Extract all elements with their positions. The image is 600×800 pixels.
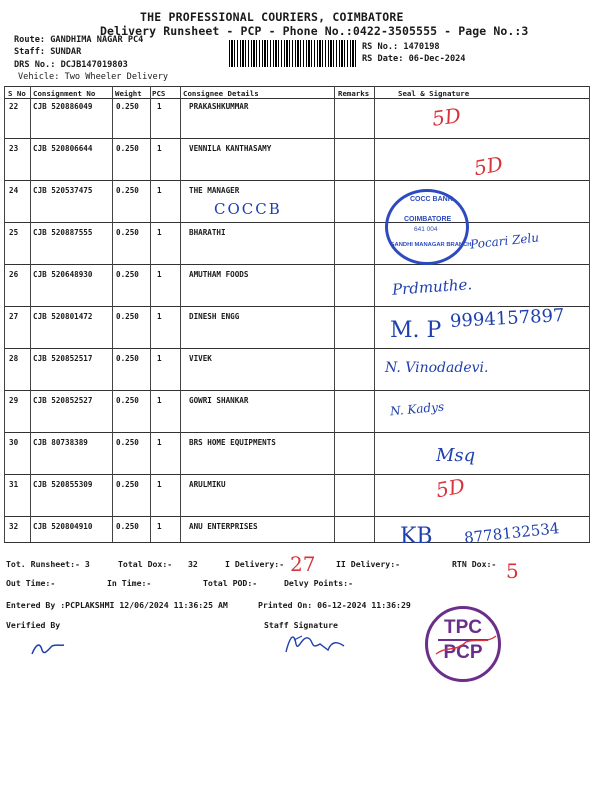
- row-consignment: CJB 520855309: [33, 480, 93, 489]
- row-consignment: CJB 520852527: [33, 396, 93, 405]
- staff-signature: [280, 626, 350, 658]
- stamp-top-text: COCC BANK: [410, 196, 453, 203]
- col-consignee-header: Consignee Details: [183, 89, 259, 98]
- handwritten-signature: M. P: [390, 318, 442, 343]
- col-pcs-header: PCS: [152, 89, 166, 98]
- row-consignee: AMUTHAM FOODS: [189, 270, 249, 279]
- row-sno: 22: [9, 102, 19, 111]
- row-pcs: 1: [157, 522, 162, 531]
- total-pod-label: Total POD:-: [203, 578, 258, 588]
- barcode: [229, 40, 356, 67]
- handwritten-signature: N. Kadys: [389, 399, 445, 419]
- handwritten-phone: 9994157897: [449, 305, 566, 332]
- handwritten-signature: Pocari Zelu: [469, 230, 540, 252]
- row-pcs: 1: [157, 186, 162, 195]
- stamp-pin: 641 004: [414, 226, 438, 233]
- i-delivery-label: I Delivery:-: [225, 559, 285, 569]
- row-consignment: CJB 520648930: [33, 270, 93, 279]
- row-weight: 0.250: [116, 438, 139, 447]
- handwritten-5d-mark: 5D: [434, 473, 467, 503]
- route-label: Route: GANDHIMA NAGAR PC4: [14, 35, 144, 45]
- row-consignee: ARULMIKU: [189, 480, 226, 489]
- row-consignee: BRS HOME EQUIPMENTS: [189, 438, 276, 447]
- bank-seal-stamp: [385, 189, 472, 265]
- row-weight: 0.250: [116, 270, 139, 279]
- row-pcs: 1: [157, 228, 162, 237]
- row-consignment: CJB 520852517: [33, 354, 93, 363]
- row-sno: 28: [9, 354, 19, 363]
- staff-signature-label: Staff Signature: [264, 620, 338, 630]
- rtn-dox-value: 5: [506, 559, 519, 583]
- row-consignment: CJB 520801472: [33, 312, 93, 321]
- row-weight: 0.250: [116, 396, 139, 405]
- row-weight: 0.250: [116, 102, 139, 111]
- row-consignee: VIVEK: [189, 354, 212, 363]
- row-sno: 24: [9, 186, 19, 195]
- row-consignment: CJB 520804910: [33, 522, 93, 531]
- row-weight: 0.250: [116, 144, 139, 153]
- row-consignment: CJB 520537475: [33, 186, 93, 195]
- runsheet-title: Delivery Runsheet - PCP - Phone No.:0422-3505555 - Page No.:3: [100, 24, 529, 38]
- row-weight: 0.250: [116, 186, 139, 195]
- row-sno: 27: [9, 312, 19, 321]
- row-consignment: CJB 520886049: [33, 102, 93, 111]
- delvy-points-label: Delvy Points:-: [284, 578, 354, 588]
- row-sno: 29: [9, 396, 19, 405]
- i-delivery-value: 27: [290, 552, 316, 576]
- col-remarks-header: Remarks: [338, 89, 370, 98]
- rtn-dox-label: RTN Dox:-: [452, 559, 497, 569]
- row-weight: 0.250: [116, 228, 139, 237]
- stamp-city: COIMBATORE: [404, 216, 452, 223]
- entered-by: Entered By :PCPLAKSHMI 12/06/2024 11:36:25 AM: [6, 600, 228, 610]
- row-pcs: 1: [157, 102, 162, 111]
- row-pcs: 1: [157, 396, 162, 405]
- printed-on: Printed On: 06-12-2024 11:36:29: [258, 600, 411, 610]
- row-weight: 0.250: [116, 354, 139, 363]
- row-weight: 0.250: [116, 312, 139, 321]
- verified-by-label: Verified By: [6, 620, 61, 630]
- drs-number: DRS No.: DCJB147019803: [14, 60, 128, 70]
- row-consignee: PRAKASHKUMMAR: [189, 102, 249, 111]
- handwritten-signature: Prdmuthe.: [391, 275, 473, 299]
- company-name: THE PROFESSIONAL COURIERS, COIMBATORE: [140, 10, 404, 24]
- handwritten-signature: N. Vinodadevi.: [385, 360, 489, 376]
- tot-runsheet: Tot. Runsheet:- 3: [6, 559, 90, 569]
- row-pcs: 1: [157, 438, 162, 447]
- row-sno: 26: [9, 270, 19, 279]
- out-time-label: Out Time:-: [6, 578, 56, 588]
- row-pcs: 1: [157, 312, 162, 321]
- row-consignment: CJB 520887555: [33, 228, 93, 237]
- handwritten-remark: COCCB: [214, 200, 282, 218]
- row-sno: 23: [9, 144, 19, 153]
- row-sno: 31: [9, 480, 19, 489]
- rs-number: RS No.: 1470198: [362, 42, 440, 52]
- row-consignee: GOWRI SHANKAR: [189, 396, 249, 405]
- rs-date: RS Date: 06-Dec-2024: [362, 54, 466, 64]
- row-consignment: CJB 520806644: [33, 144, 93, 153]
- in-time-label: In Time:-: [107, 578, 152, 588]
- handwritten-5d-mark: 5D: [472, 151, 505, 181]
- verified-by-signature: [28, 632, 68, 662]
- row-sno: 30: [9, 438, 19, 447]
- tpc-stamp-line1: TPC: [444, 617, 482, 638]
- row-sno: 32: [9, 522, 19, 531]
- handwritten-signature: Msq: [436, 445, 476, 466]
- total-dox-value: 32: [188, 559, 198, 569]
- row-pcs: 1: [157, 144, 162, 153]
- row-consignee: BHARATHI: [189, 228, 226, 237]
- row-pcs: 1: [157, 270, 162, 279]
- col-weight-header: Weight: [115, 89, 142, 98]
- row-consignment: CJB 80738389: [33, 438, 88, 447]
- ii-delivery-label: II Delivery:-: [336, 559, 401, 569]
- col-sno-header: S No: [8, 89, 26, 98]
- row-weight: 0.250: [116, 480, 139, 489]
- stamp-overwrite-signature: [432, 632, 502, 662]
- vehicle-label: Vehicle: Two Wheeler Delivery: [18, 72, 169, 82]
- row-consignee: THE MANAGER: [189, 186, 240, 195]
- staff-label: Staff: SUNDAR: [14, 47, 82, 57]
- tpc-stamp-line2: PCP: [443, 642, 483, 663]
- handwritten-phone: 8778132534: [463, 519, 561, 547]
- row-pcs: 1: [157, 354, 162, 363]
- row-pcs: 1: [157, 480, 162, 489]
- total-dox-label: Total Dox:-: [118, 559, 173, 569]
- handwritten-signature: KB: [400, 524, 433, 549]
- row-consignee: VENNILA KANTHASAMY: [189, 144, 272, 153]
- row-consignee: DINESH ENGG: [189, 312, 240, 321]
- col-consignment-header: Consignment No: [33, 89, 96, 98]
- stamp-bottom-text: GANDHI MANAGAR BRANCH: [390, 242, 472, 248]
- row-consignee: ANU ENTERPRISES: [189, 522, 258, 531]
- row-sno: 25: [9, 228, 19, 237]
- handwritten-5d-mark: 5D: [430, 103, 463, 131]
- col-seal-header: Seal & Signature: [398, 89, 470, 98]
- row-weight: 0.250: [116, 522, 139, 531]
